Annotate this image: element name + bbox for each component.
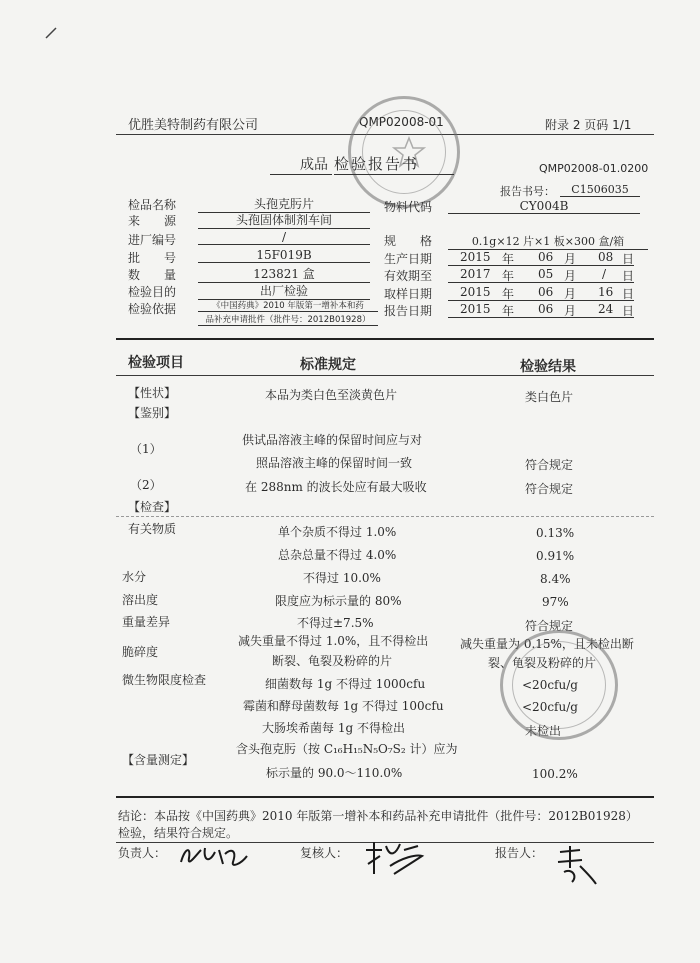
sampling-date-line <box>448 285 634 301</box>
scan-mark <box>44 26 58 40</box>
label-quantity: 数 量 <box>128 268 177 282</box>
inspection-seal-ring <box>512 641 606 729</box>
reviewer-signature <box>360 836 440 880</box>
expiry-month: 05 <box>538 267 554 281</box>
month-unit: 月 <box>564 304 577 318</box>
col-header-item: 检验项目 <box>128 355 184 371</box>
label-purpose: 检验目的 <box>128 285 177 299</box>
month-unit: 月 <box>564 287 577 301</box>
day-unit: 日 <box>622 287 635 301</box>
conclusion-line2: 检验，结果符合规定。 <box>118 826 239 840</box>
report-date-line <box>448 302 634 318</box>
value-source: 头孢固体制剂车间 <box>198 211 370 229</box>
title-main: 检验报告书 <box>334 153 454 175</box>
production-year: 2015 <box>460 250 491 264</box>
report-day: 24 <box>598 302 614 316</box>
result-water: 8.4% <box>540 572 571 586</box>
result-bacteria: <20cfu/g <box>522 678 578 692</box>
sampling-month: 06 <box>538 285 554 299</box>
year-unit: 年 <box>502 304 515 318</box>
label-report-date: 报告日期 <box>384 304 433 318</box>
label-spec: 规 格 <box>384 234 433 248</box>
label-basis: 检验依据 <box>128 302 177 316</box>
item-identification-1: （1） <box>130 442 162 456</box>
reporter-label: 报告人： <box>495 846 544 860</box>
result-friability-1: 减失重量为 0.15%，且未检出断 <box>460 637 634 651</box>
form-code: QMP02008-01.0200 <box>539 162 649 175</box>
value-basis-line1: 《中国药典》2010 年版第一增补本和药 <box>198 299 378 312</box>
label-expiry-date: 有效期至 <box>384 269 433 283</box>
std-weight-variation: 不得过±7.5% <box>297 616 374 630</box>
production-date-line <box>448 250 634 266</box>
result-appearance: 类白色片 <box>525 390 574 404</box>
value-batch-no: 15F019B <box>198 248 370 263</box>
result-assay: 100.2% <box>532 767 578 781</box>
expiry-year: 2017 <box>460 267 491 281</box>
label-entry-no: 进厂编号 <box>128 233 177 247</box>
conclusion-line1: 结论：本品按《中国药典》2010 年版第一增补本和药品补充申请批件（批件号：2012B01928） <box>118 809 638 823</box>
day-unit: 日 <box>622 269 635 283</box>
label-source: 来 源 <box>128 214 177 228</box>
reporter-signature <box>552 842 602 888</box>
result-total-impurity: 0.91% <box>536 549 575 563</box>
col-header-standard: 标准规定 <box>300 357 356 373</box>
year-unit: 年 <box>502 269 515 283</box>
std-appearance: 本品为类白色至淡黄色片 <box>265 388 398 402</box>
report-no-label: 报告书号： <box>500 185 555 198</box>
responsible-label: 负责人： <box>118 846 167 860</box>
result-dissolution: 97% <box>542 595 569 609</box>
item-microbial-limit: 微生物限度检查 <box>122 673 207 687</box>
std-assay-1: 含头孢克肟（按 C₁₆H₁₅N₅O₇S₂ 计）应为 <box>236 742 458 756</box>
table-header-rule <box>116 375 654 376</box>
table-top-rule <box>116 338 654 340</box>
result-e-coli: 未检出 <box>525 724 562 738</box>
item-friability: 脆碎度 <box>122 645 159 659</box>
item-appearance: 【性状】 <box>128 386 177 400</box>
item-related-substances: 有关物质 <box>128 522 177 536</box>
value-spec: 0.1g×12 片×1 板×300 盒/箱 <box>448 233 648 250</box>
year-unit: 年 <box>502 252 515 266</box>
label-production-date: 生产日期 <box>384 252 433 266</box>
expiry-day: / <box>602 267 607 281</box>
std-dissolution: 限度应为标示量的 80% <box>275 594 402 608</box>
result-identification-1: 符合规定 <box>525 458 574 472</box>
month-unit: 月 <box>564 252 577 266</box>
sampling-year: 2015 <box>460 285 491 299</box>
std-friability-1: 减失重量不得过 1.0%，且不得检出 <box>238 634 429 648</box>
std-assay-2: 标示量的 90.0～110.0% <box>266 766 403 780</box>
item-weight-variation: 重量差异 <box>122 615 171 629</box>
reviewer-label: 复核人： <box>300 846 349 860</box>
std-single-impurity: 单个杂质不得过 1.0% <box>278 525 397 539</box>
title-prefix: 成品 <box>270 154 332 175</box>
result-friability-2: 裂、龟裂及粉碎的片 <box>488 656 597 670</box>
result-mold-yeast: <20cfu/g <box>522 700 578 714</box>
value-purpose: 出厂检验 <box>198 282 370 300</box>
appendix-page: 附录 2 页码 1/1 <box>545 118 632 132</box>
std-total-impurity: 总杂总量不得过 4.0% <box>278 548 397 562</box>
label-product-name: 检品名称 <box>128 198 177 212</box>
item-dissolution: 溶出度 <box>122 593 159 607</box>
value-entry-no: / <box>198 230 370 245</box>
report-no: C1506035 <box>560 183 640 197</box>
std-water: 不得过 10.0% <box>303 571 381 585</box>
production-month: 06 <box>538 250 554 264</box>
std-identification-1a: 供试品溶液主峰的保留时间应与对 <box>242 433 423 447</box>
report-month: 06 <box>538 302 554 316</box>
doc-code: QMP02008-01 <box>359 115 444 129</box>
value-product-name: 头孢克肟片 <box>198 195 370 213</box>
item-inspection: 【检查】 <box>128 500 177 514</box>
value-basis-line2: 品补充申请批件（批件号：2012B01928） <box>198 313 378 326</box>
label-batch-no: 批 号 <box>128 251 177 265</box>
item-water: 水分 <box>122 570 147 584</box>
company-name: 优胜美特制药有限公司 <box>128 118 259 133</box>
result-weight-variation: 符合规定 <box>525 619 574 633</box>
result-single-impurity: 0.13% <box>536 526 575 540</box>
month-unit: 月 <box>564 269 577 283</box>
expiry-date-line <box>448 267 634 283</box>
std-e-coli: 大肠埃希菌每 1g 不得检出 <box>262 721 405 735</box>
std-bacteria: 细菌数每 1g 不得过 1000cfu <box>265 677 426 691</box>
day-unit: 日 <box>622 252 635 266</box>
std-identification-1b: 照品溶液主峰的保留时间一致 <box>256 456 413 470</box>
std-mold-yeast: 霉菌和酵母菌数每 1g 不得过 100cfu <box>243 699 444 713</box>
table-bottom-rule <box>116 796 654 798</box>
item-identification-2: （2） <box>130 478 162 492</box>
col-header-result: 检验结果 <box>520 359 576 375</box>
row-rule <box>116 516 654 517</box>
label-sampling-date: 取样日期 <box>384 287 433 301</box>
label-material-code: 物料代码 <box>384 200 433 214</box>
production-day: 08 <box>598 250 614 264</box>
item-assay: 【含量测定】 <box>122 753 195 767</box>
value-material-code: CY004B <box>448 199 640 214</box>
responsible-signature <box>175 840 265 872</box>
year-unit: 年 <box>502 287 515 301</box>
sampling-day: 16 <box>598 285 614 299</box>
report-year: 2015 <box>460 302 491 316</box>
std-friability-2: 断裂、龟裂及粉碎的片 <box>272 654 393 668</box>
result-identification-2: 符合规定 <box>525 482 574 496</box>
value-quantity: 123821 盒 <box>198 265 370 283</box>
item-identification: 【鉴别】 <box>128 406 177 420</box>
std-identification-2: 在 288nm 的波长处应有最大吸收 <box>245 480 427 494</box>
day-unit: 日 <box>622 304 635 318</box>
